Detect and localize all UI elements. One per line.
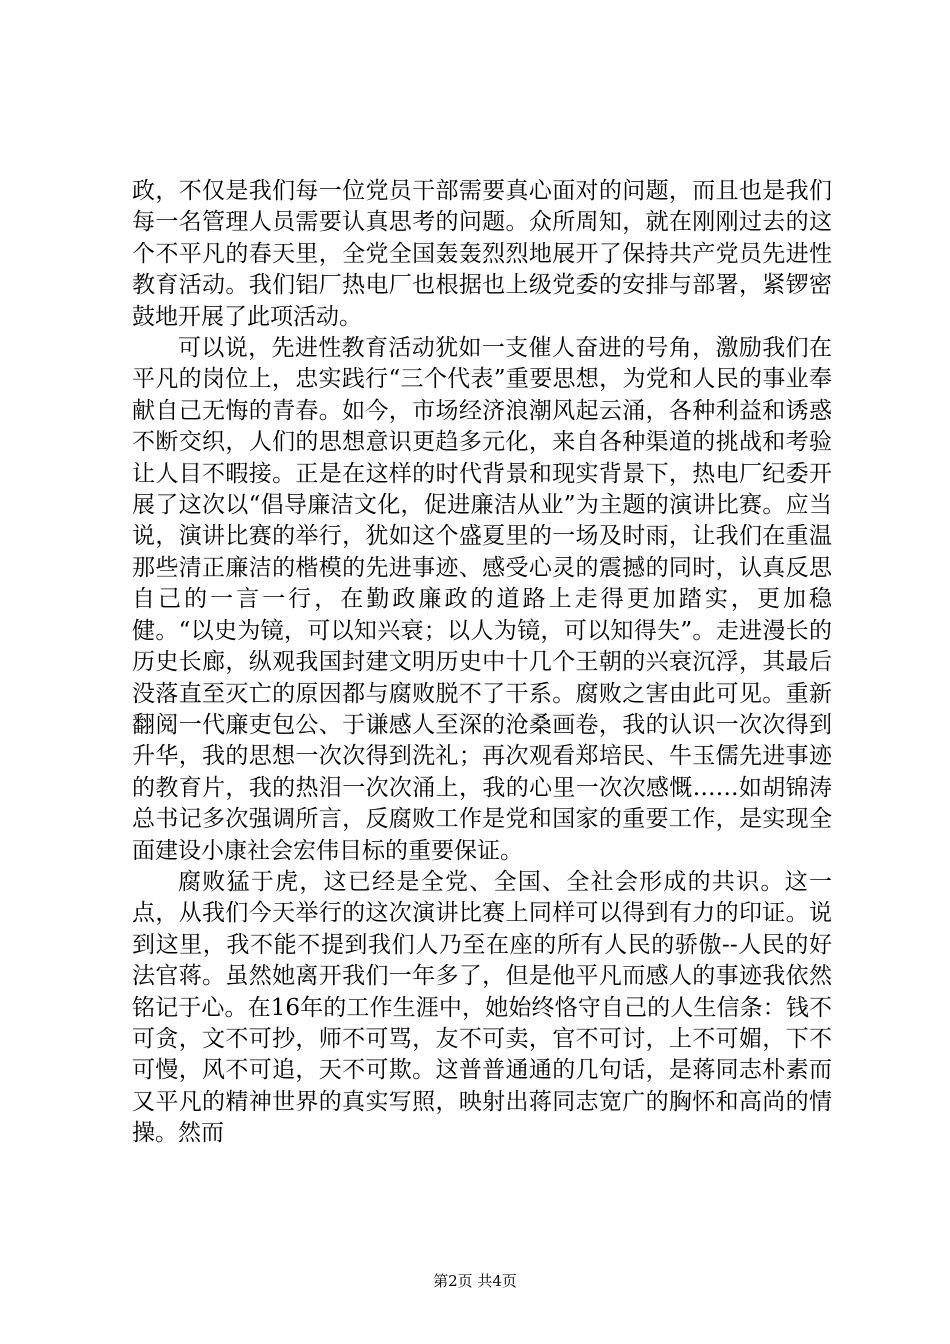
paragraph-continuation: 政，不仅是我们每一位党员干部需要真心面对的问题，而且也是我们每一名管理人员需要认真思考的问题。众所周知，就在刚刚过去的这个不平凡的春天里，全党全国轰轰烈烈地展开了保持共产党员先进性教育活动。我们铝厂热电厂也根据也上级党委的安排与部署，紧锣密鼓地开展了此项活动。: [132, 178, 832, 330]
paragraph-corruption-tiger: 腐败猛于虎，这已经是全党、全国、全社会形成的共识。这一点，从我们今天举行的这次演讲比赛上同样可以得到有力的印证。说到这里，我不能不提到我们人乃至在座的所有人民的骄傲--人民的好法官蒋。虽然她离开我们一年多了，但是他平凡而感人的事迹我依然铭记于心。在16年的工作生涯中，她始终恪守自己的人生信条：钱不可贪，文不可抄，师不可骂，友不可卖，官不可讨，上不可媚，下不可慢，风不可追，天不可欺。这普普通通的几句话，是蒋同志朴素而又平凡的精神世界的真实写照，映射出蒋同志宽广的胸怀和高尚的情操。然而: [132, 868, 832, 1147]
page-number-footer: 第2页 共4页: [433, 1272, 517, 1290]
paragraph-education-activity: 可以说，先进性教育活动犹如一支催人奋进的号角，激励我们在平凡的岗位上，忠实践行“三个代表”重要思想，为党和人民的事业奉献自己无悔的青春。如今，市场经济浪潮风起云涌，各种利益和诱惑不断交织，人们的思想意识更趋多元化，来自各种渠道的挑战和考验让人目不暇接。正是在这样的时代背景和现实背景下，热电厂纪委开展了这次以“倡导廉洁文化，促进廉洁从业”为主题的演讲比赛。应当说，演讲比赛的举行，犹如这个盛夏里的一场及时雨，让我们在重温那些清正廉洁的楷模的先进事迹、感受心灵的震撼的同时，认真反思自己的一言一行，在勤政廉政的道路上走得更加踏实，更加稳健。“以史为镜，可以知兴衰；以人为镜，可以知得失”。走进漫长的历史长廊，纵观我国封建文明历史中十几个王朝的兴衰沉浮，其最后没落直至灭亡的原因都与腐败脱不了干系。腐败之害由此可见。重新翻阅一代廉吏包公、于谦感人至深的沧桑画卷，我的认识一次次得到升华，我的思想一次次得到洗礼；再次观看郑培民、牛玉儒先进事迹的教育片，我的热泪一次次涌上，我的心里一次次感慨……如胡锦涛总书记多次强调所言，反腐败工作是党和国家的重要工作，是实现全面建设小康社会宏伟目标的重要保证。: [132, 335, 832, 864]
document-body: [132, 176, 832, 1150]
